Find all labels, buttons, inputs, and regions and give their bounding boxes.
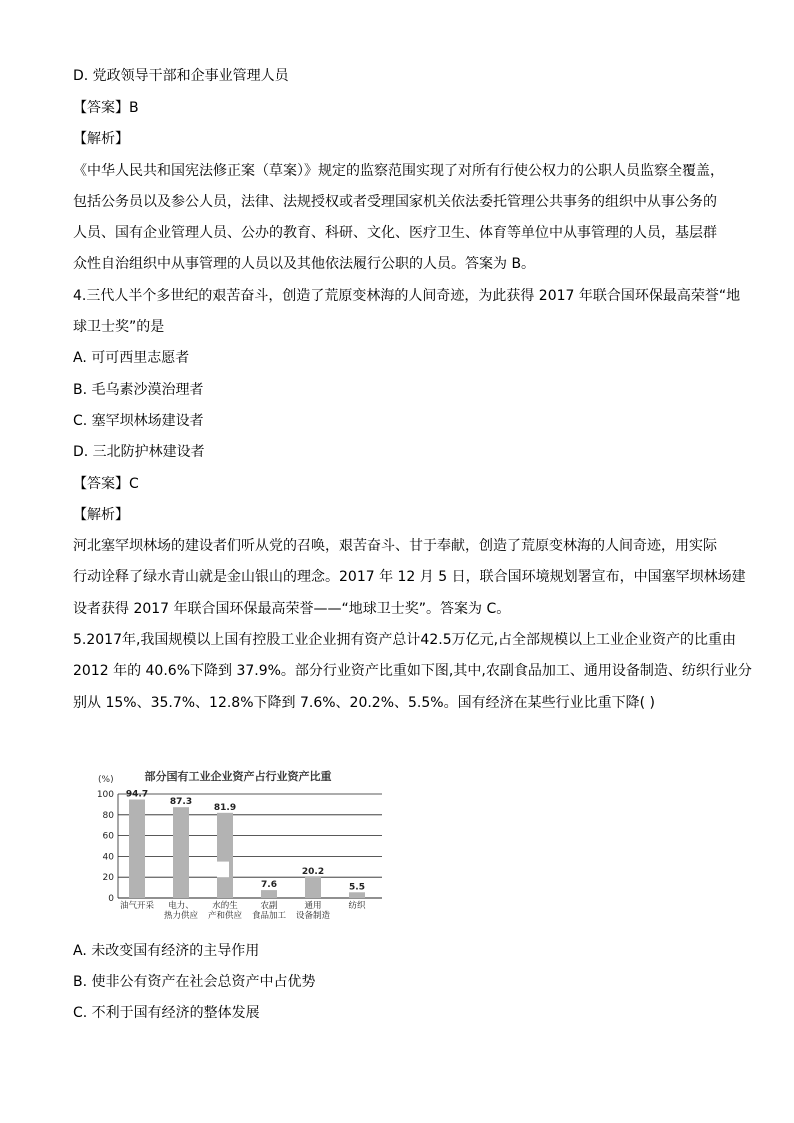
category-label: 食品加工 (251, 911, 287, 921)
q5-stem-line-2: 2012 年的 40.6%下降到 37.9%。部分行业资产比重如下图,其中,农副食品加工、通用设备制造、纺织行业分 (73, 663, 752, 679)
chart-title: 部分国有工业企业资产占行业资产比重 (144, 770, 332, 783)
q5-stem-line-1: 5.2017年,我国规模以上国有控股工业企业拥有资产总计42.5万亿元,占全部规模以上工业企业资产的比重由 (73, 632, 737, 648)
y-tick-label: 40 (102, 852, 114, 863)
y-tick-label: 0 (108, 894, 114, 904)
category-label: 水的生 (212, 901, 238, 911)
chart-y-axis-unit: (%) (98, 775, 114, 785)
bar-5 (349, 892, 365, 898)
value-label: 7.6 (261, 880, 277, 891)
bar-0 (129, 800, 145, 898)
q3-analysis-line-1: 《中华人民共和国宪法修正案（草案）》规定的监察范围实现了对所有行使公权力的公职人员监察全覆盖， (73, 163, 724, 179)
chart-gridlines (118, 794, 382, 898)
q5-option-a: A. 未改变国有经济的主导作用 (73, 943, 260, 959)
q4-analysis-line-1: 河北塞罕坝林场的建设者们听从党的召唤，艰苦奋斗、甘于奉献，创造了荒原变林海的人间奇迹，用实际 (73, 538, 717, 554)
q4-analysis-line-2: 行动诠释了绿水青山就是金山银山的理念。2017 年 12 月 5 日，联合国环境规划署宣布，中国塞罕坝林场建 (73, 569, 746, 585)
chart-x-labels (120, 900, 366, 921)
q3-analysis-label: 【解析】 (73, 131, 129, 147)
q4-answer: 【答案】C (73, 476, 139, 492)
category-label: 通用 (304, 901, 322, 911)
value-label: 20.2 (301, 866, 325, 877)
q3-answer: 【答案】B (73, 100, 139, 116)
category-label: 纺织 (348, 901, 366, 911)
q5-stem-line-3: 别从 15%、35.7%、12.8%下降到 7.6%、20.2%、5.5%。国有经济在某些行业比重下降( ) (73, 695, 655, 711)
bar-1 (173, 807, 189, 898)
q4-stem-line-2: 球卫士奖”的是 (73, 319, 165, 335)
q3-analysis-line-4: 众性自治组织中从事管理的人员以及其他依法履行公职的人员。答案为 B。 (73, 256, 536, 272)
q5-option-b: B. 使非公有资产在社会总资产中占优势 (73, 974, 316, 990)
category-label: 农副 (260, 901, 278, 911)
q4-option-c: C. 塞罕坝林场建设者 (73, 413, 204, 429)
y-tick-label: 60 (102, 831, 114, 842)
bar-4 (305, 877, 321, 898)
bar-3 (261, 890, 277, 898)
q4-stem-line-1: 4.三代人半个多世纪的艰苦奋斗，创造了荒原变林海的人间奇迹，为此获得 2017 年联合国环保最高荣誉“地 (73, 288, 741, 304)
category-label: 产和供应 (207, 911, 243, 921)
q4-option-a: A. 可可西里志愿者 (73, 350, 190, 366)
chart-y-ticks (97, 790, 114, 904)
category-label: 设备制造 (295, 911, 331, 921)
y-tick-label: 100 (96, 790, 114, 800)
q5-option-c: C. 不利于国有经济的整体发展 (73, 1005, 260, 1021)
category-label: 电力、 (168, 901, 194, 911)
y-tick-label: 20 (102, 873, 114, 884)
q4-option-b: B. 毛乌素沙漠治理者 (73, 382, 204, 398)
value-label: 81.9 (213, 802, 237, 813)
chart-bars (129, 800, 365, 898)
q3-option-d: D. 党政领导干部和企事业管理人员 (73, 68, 289, 84)
category-label: 热力供应 (163, 911, 199, 921)
q3-analysis-line-2: 包括公务员以及参公人员，法律、法规授权或者受理国家机关依法委托管理公共事务的组织中从事公务的 (73, 194, 717, 210)
y-tick-label: 80 (102, 810, 114, 821)
q3-analysis-line-3: 人员、国有企业管理人员、公办的教育、科研、文化、医疗卫生、体育等单位中从事管理的人员，基层群 (73, 225, 717, 241)
value-label: 87.3 (169, 797, 193, 808)
category-label: 油气开采 (119, 901, 155, 911)
q4-analysis-label: 【解析】 (73, 507, 129, 523)
q4-option-d: D. 三北防护林建设者 (73, 444, 205, 460)
bar-notch (217, 862, 229, 878)
value-label: 94.7 (125, 789, 149, 800)
bar-2 (217, 813, 233, 898)
value-label: 5.5 (349, 882, 365, 893)
chart (88, 765, 393, 923)
q4-analysis-line-3: 设者获得 2017 年联合国环保最高荣誉——“地球卫士奖”。答案为 C。 (73, 601, 511, 617)
